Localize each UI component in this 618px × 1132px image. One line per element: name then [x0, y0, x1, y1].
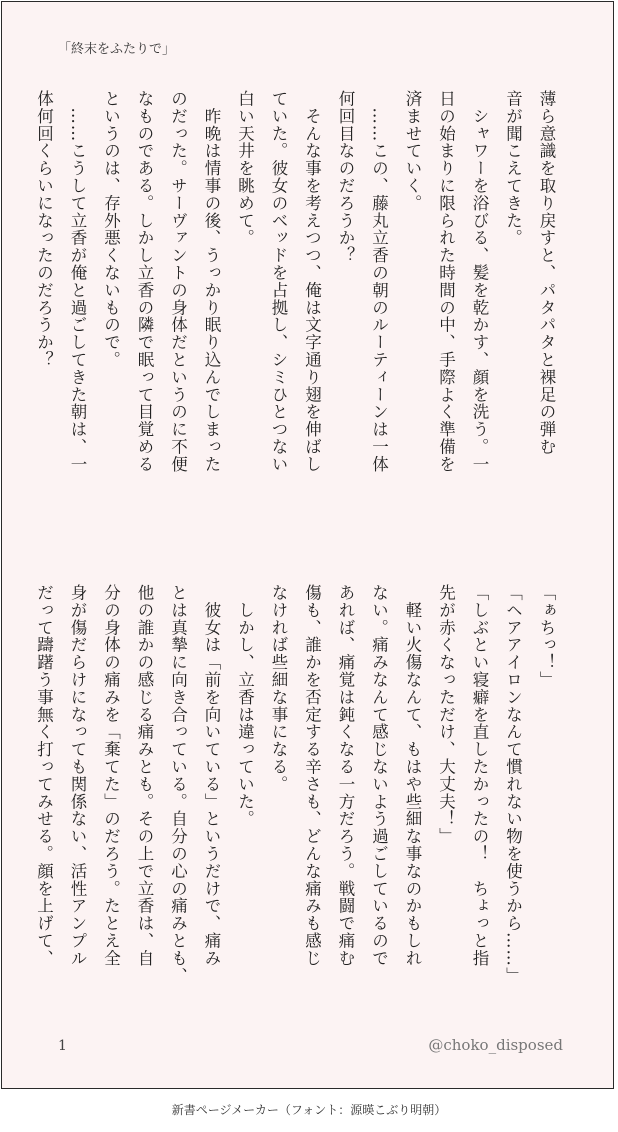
top-text-line: 白い天井を眺めて。 — [235, 90, 255, 247]
top-text-line: ていた。彼女のベッドを占拠し、シミひとつない — [269, 90, 288, 473]
page-number: 1 — [58, 1038, 67, 1054]
generator-credit: 新書ページメーカー（フォント：源暎こぶり明朝） — [171, 1103, 447, 1117]
bottom-text-line: なければ些細な事になる。 — [269, 584, 288, 793]
bottom-text-line: 身が傷だらけになっても関係ない、活性アンプル — [68, 584, 87, 967]
bottom-text-line: あれば、痛覚は鈍くなる一方だろう。戦闘で痛む — [336, 584, 355, 967]
bottom-text-line: 傷も、誰かを否定する辛さも、どんな痛みも感じ — [302, 584, 322, 967]
bottom-text-line: 「ぁちっ！」 — [537, 584, 556, 689]
page-title: 「終末をふたりで」 — [58, 42, 176, 57]
top-text-line: 薄ら意識を取り戻すと、パタパタと裸足の弾む — [537, 90, 556, 456]
top-text-line: なものである。しかし立香の隣で眠って目覚める — [135, 90, 154, 473]
novel-page — [1, 1, 614, 1089]
top-text-line: というのは、存外悪くないもので。 — [101, 90, 121, 369]
top-text-line: 何回目なのだろうか？ — [336, 90, 355, 264]
bottom-text-line: ない。痛みなんて感じないよう過ごしているので — [369, 584, 389, 967]
top-text-line: 昨晩は情事の後、うっかり眠り込んでしまった — [202, 90, 221, 473]
top-text-line: 音が聞こえてきた。 — [503, 90, 523, 247]
bottom-text-line: 軽い火傷なんて、もはや些細な事なのかもしれ — [403, 584, 422, 967]
bottom-text-line: 分の身体の痛みを「棄てた」のだろう。たとえ全 — [101, 584, 121, 967]
top-text-line: 済ませていく。 — [403, 90, 422, 212]
top-text-line: そんな事を考えつつ、俺は文字通り翅を伸ばし — [302, 90, 322, 473]
top-text-line: 体何回くらいになったのだろうか？ — [34, 90, 54, 369]
top-text-line: のだった。サーヴァントの身体だというのに不便 — [168, 90, 188, 473]
bottom-text-line: 「ヘアアイロンなんて慣れない物を使うから……」 — [503, 584, 523, 985]
bottom-text-line: しかし、立香は違っていた。 — [235, 584, 255, 828]
top-text-line: ……こうして立香が俺と過ごしてきた朝は、一 — [68, 90, 87, 473]
text-block-top — [34, 90, 563, 530]
top-text-line: シャワーを浴びる、髪を乾かす、顔を洗う。一 — [470, 90, 489, 473]
bottom-text-line: とは真摯に向き合っている。自分の心の痛みとも、 — [168, 584, 188, 985]
bottom-text-line: 「しぶとい寝癖を直したかったの！ ちょっと指 — [470, 584, 489, 967]
bottom-text-line: 他の誰かの感じる痛みとも。その上で立香は、自 — [135, 584, 154, 967]
top-text-line: ……この、藤丸立香の朝のルーティーンは一体 — [369, 90, 389, 473]
bottom-text-line: 彼女は「前を向いている」というだけで、痛み — [202, 584, 221, 967]
bottom-text-line: だって躊躇う事無く打ってみせる。顔を上げて、 — [34, 584, 54, 967]
text-block-bottom — [34, 584, 563, 1024]
author-handle: @choko_disposed — [428, 1036, 563, 1054]
top-text-line: 日の始まりに限られた時間の中、手際よく準備を — [436, 90, 456, 473]
bottom-text-line: 先が赤くなっただけ、大丈夫！」 — [436, 584, 456, 845]
